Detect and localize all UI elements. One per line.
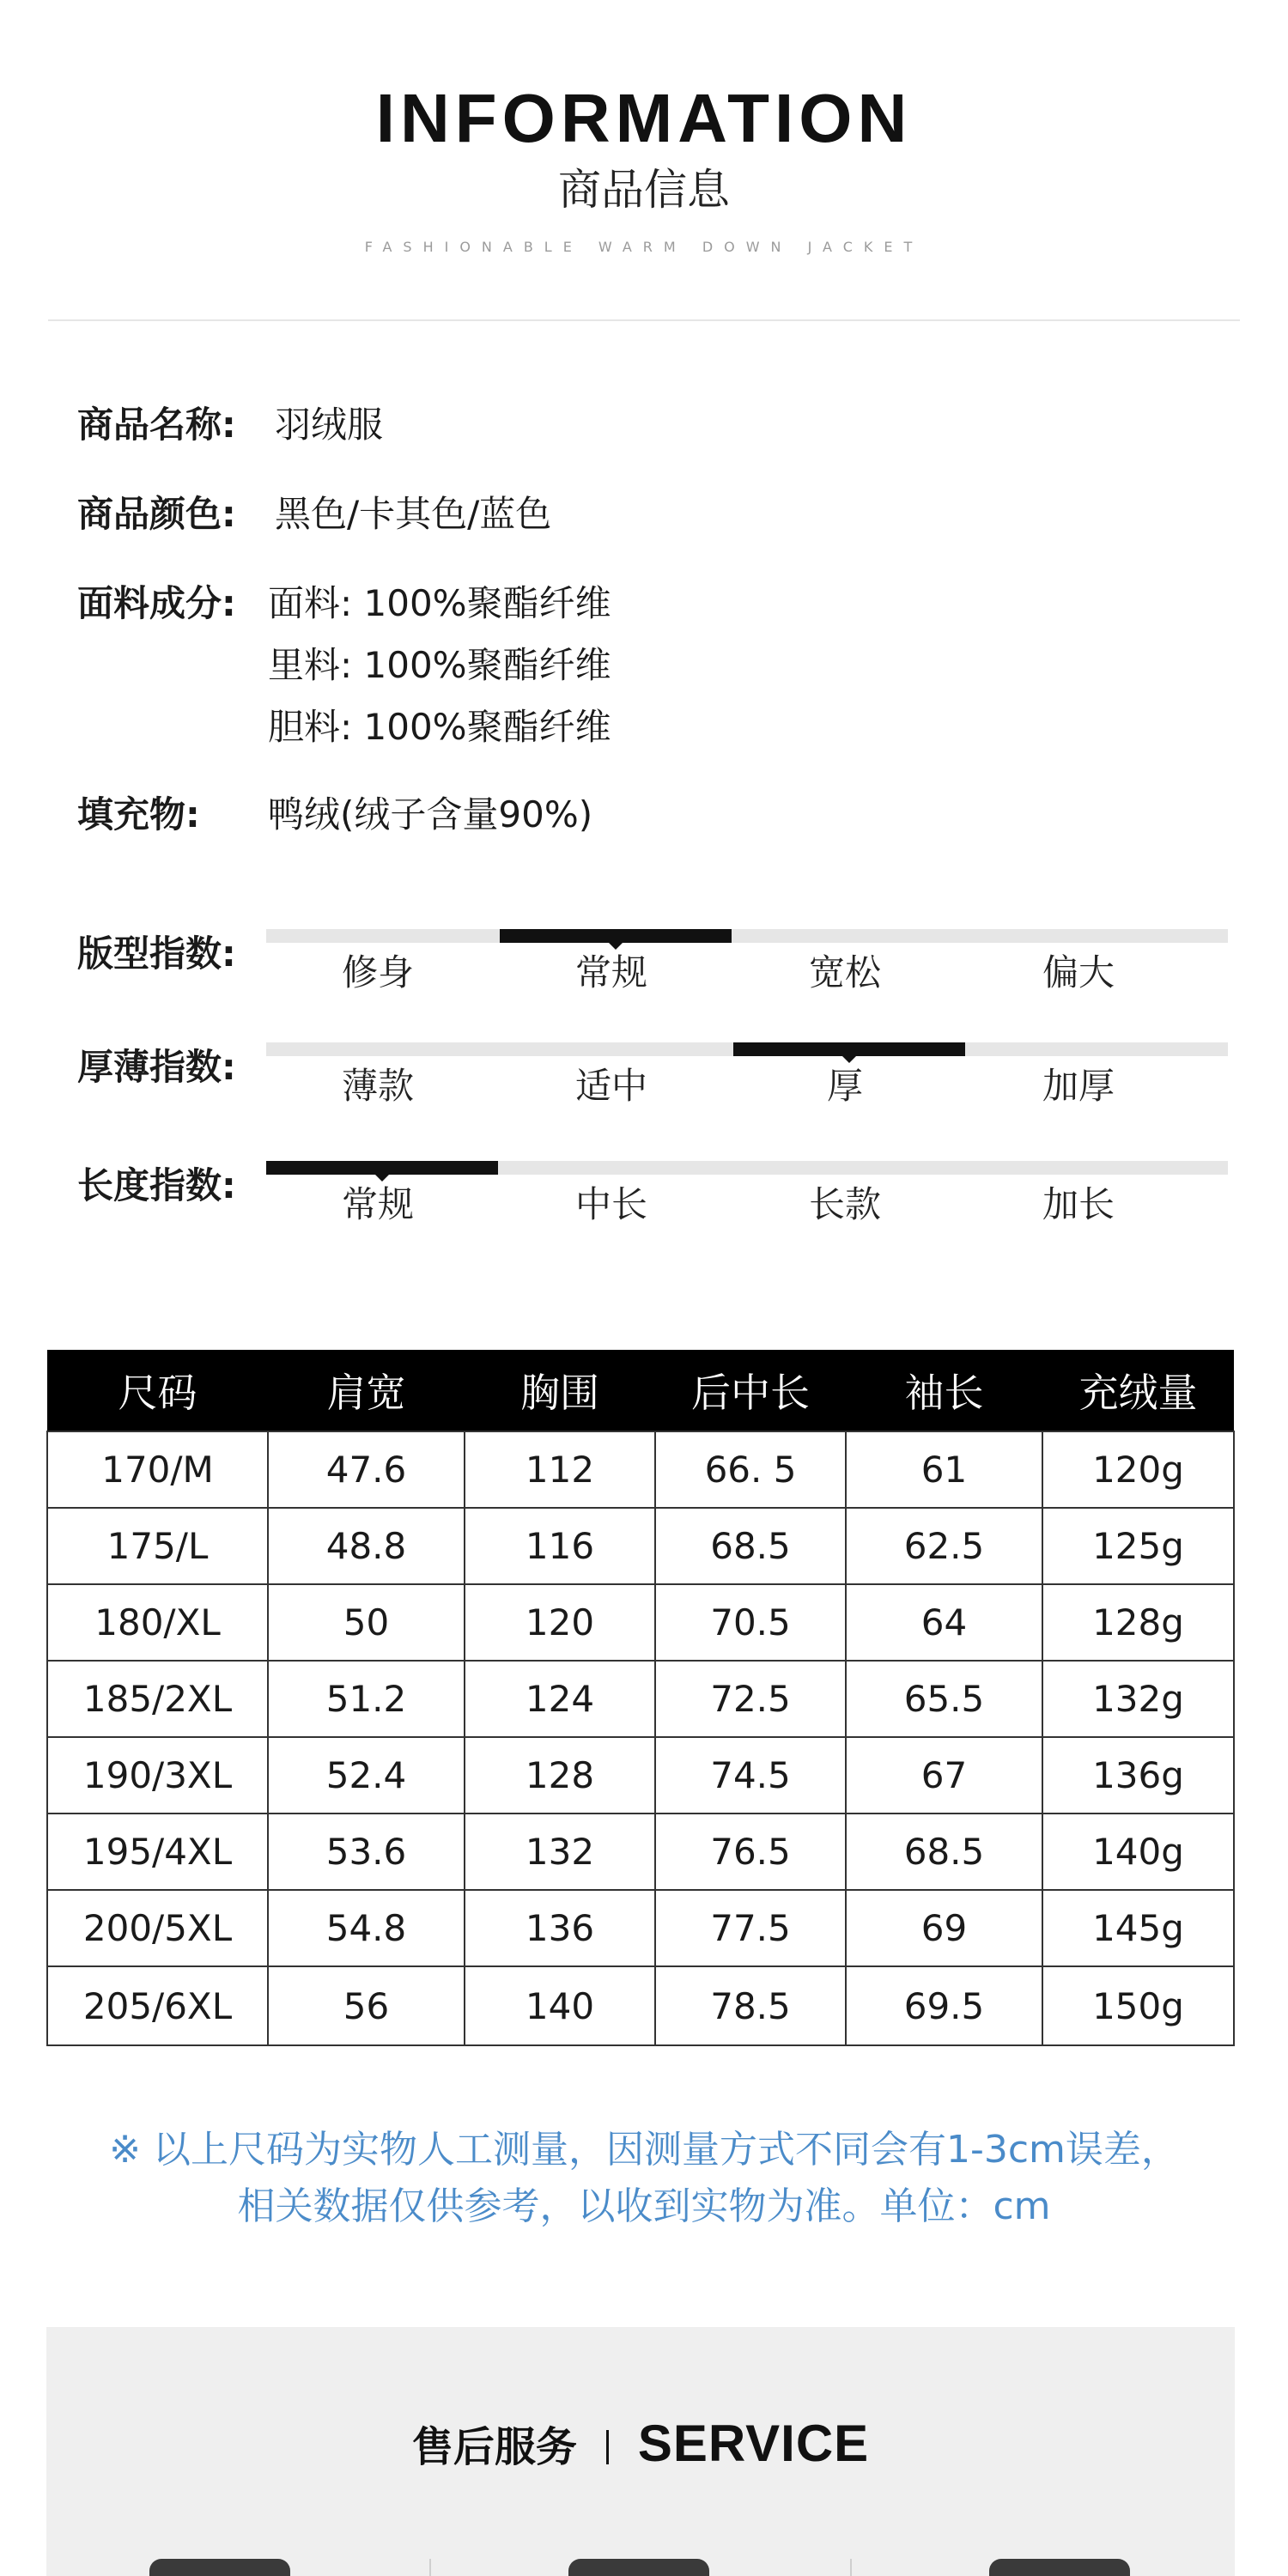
table-cell: 47.6: [268, 1431, 465, 1508]
service-section: [46, 2327, 1235, 2576]
table-cell: 120: [465, 1584, 655, 1661]
table-cell: 145g: [1042, 1890, 1234, 1966]
table-cell: 68.5: [846, 1814, 1042, 1890]
table-cell: 65.5: [846, 1661, 1042, 1737]
length-option: 中长: [574, 1183, 647, 1225]
filling-label: 填充物:: [77, 793, 200, 835]
service-divider: [850, 2559, 852, 2576]
table-cell: 170/M: [47, 1431, 268, 1508]
thickness-option: 加厚: [1042, 1065, 1115, 1107]
table-cell: 54.8: [268, 1890, 465, 1966]
table-cell: 76.5: [655, 1814, 846, 1890]
table-cell: 112: [465, 1431, 655, 1508]
table-cell: 61: [846, 1431, 1042, 1508]
fit-option: 常规: [574, 951, 647, 993]
table-cell: 53.6: [268, 1814, 465, 1890]
table-cell: 128g: [1042, 1584, 1234, 1661]
table-cell: 136: [465, 1890, 655, 1966]
length-option: 长款: [808, 1183, 881, 1225]
table-cell: 77.5: [655, 1890, 846, 1966]
product-color-label: 商品颜色:: [77, 493, 236, 535]
page-subtitle: 商品信息: [558, 165, 730, 215]
thickness-option: 适中: [574, 1065, 647, 1107]
table-cell: 74.5: [655, 1737, 846, 1814]
table-cell: 132: [465, 1814, 655, 1890]
size-table: [46, 1350, 1235, 2046]
table-row: [47, 1508, 1234, 1584]
table-cell: 120g: [1042, 1431, 1234, 1508]
page-title: INFORMATION: [375, 80, 913, 156]
table-cell: 72.5: [655, 1661, 846, 1737]
thickness-index-track: [266, 1042, 1228, 1056]
table-cell: 200/5XL: [47, 1890, 268, 1966]
service-icon: [568, 2559, 709, 2576]
fabric-line-2: 里料: 100%聚酯纤维: [268, 644, 611, 686]
table-cell: 150g: [1042, 1966, 1234, 2045]
service-title-en: SERVICE: [637, 2415, 870, 2472]
table-cell: 51.2: [268, 1661, 465, 1737]
table-row: [47, 1966, 1234, 2045]
fabric-line-1: 面料: 100%聚酯纤维: [268, 582, 611, 624]
table-cell: 69: [846, 1890, 1042, 1966]
table-row: [47, 1814, 1234, 1890]
thickness-index-marker: [733, 1042, 965, 1056]
service-title-cn: 售后服务: [411, 2423, 577, 2471]
thickness-index-label: 厚薄指数:: [77, 1046, 236, 1088]
size-table-header: [47, 1350, 1234, 1431]
measurement-note-line-2: 相关数据仅供参考，以收到实物为准。单位：cm: [237, 2184, 1051, 2228]
product-name-label: 商品名称:: [77, 404, 236, 446]
table-cell: 62.5: [846, 1508, 1042, 1584]
page-tagline: FASHIONABLE WARM DOWN JACKET: [364, 239, 924, 255]
length-index-track: [266, 1161, 1228, 1175]
fit-index-label: 版型指数:: [77, 933, 236, 975]
fit-index-track: [266, 929, 1228, 943]
table-cell: 78.5: [655, 1966, 846, 2045]
service-title: [46, 2415, 1235, 2472]
header-shoulder: 肩宽: [268, 1350, 465, 1431]
table-cell: 205/6XL: [47, 1966, 268, 2045]
header-size: 尺码: [47, 1350, 268, 1431]
length-option: 加长: [1042, 1183, 1115, 1225]
fit-index-marker: [500, 929, 732, 943]
table-cell: 64: [846, 1584, 1042, 1661]
table-cell: 70.5: [655, 1584, 846, 1661]
service-icon: [149, 2559, 290, 2576]
table-cell: 69.5: [846, 1966, 1042, 2045]
product-color-value: 黑色/卡其色/蓝色: [275, 493, 552, 535]
fabric-line-3: 胆料: 100%聚酯纤维: [268, 706, 611, 748]
table-cell: 68.5: [655, 1508, 846, 1584]
table-cell: 175/L: [47, 1508, 268, 1584]
length-index-label: 长度指数:: [77, 1164, 236, 1206]
measurement-note-line-1: ※ 以上尺码为实物人工测量，因测量方式不同会有1-3cm误差，: [109, 2128, 1179, 2172]
length-index-marker: [266, 1161, 498, 1175]
fit-option: 偏大: [1042, 951, 1115, 993]
thickness-option: 薄款: [341, 1065, 414, 1107]
table-cell: 125g: [1042, 1508, 1234, 1584]
table-cell: 185/2XL: [47, 1661, 268, 1737]
table-row: [47, 1661, 1234, 1737]
table-cell: 132g: [1042, 1661, 1234, 1737]
header-back-length: 后中长: [655, 1350, 846, 1431]
table-cell: 56: [268, 1966, 465, 2045]
product-name-value: 羽绒服: [275, 404, 384, 446]
filling-value: 鸭绒(绒子含量90%): [268, 793, 593, 835]
service-divider: [429, 2559, 431, 2576]
table-cell: 136g: [1042, 1737, 1234, 1814]
thickness-option: 厚: [826, 1065, 863, 1107]
table-cell: 195/4XL: [47, 1814, 268, 1890]
table-cell: 140g: [1042, 1814, 1234, 1890]
fit-option: 宽松: [808, 951, 881, 993]
table-cell: 50: [268, 1584, 465, 1661]
table-row: [47, 1890, 1234, 1966]
table-cell: 48.8: [268, 1508, 465, 1584]
table-row: [47, 1737, 1234, 1814]
table-cell: 52.4: [268, 1737, 465, 1814]
table-cell: 128: [465, 1737, 655, 1814]
fabric-label: 面料成分:: [77, 582, 236, 624]
fit-option: 修身: [341, 951, 414, 993]
table-cell: 180/XL: [47, 1584, 268, 1661]
header-sleeve: 袖长: [846, 1350, 1042, 1431]
table-cell: 190/3XL: [47, 1737, 268, 1814]
header-down-fill: 充绒量: [1042, 1350, 1234, 1431]
table-cell: 66. 5: [655, 1431, 846, 1508]
table-cell: 116: [465, 1508, 655, 1584]
table-row: [47, 1584, 1234, 1661]
table-cell: 124: [465, 1661, 655, 1737]
header-divider: [48, 319, 1240, 321]
title-separator: [606, 2430, 609, 2464]
length-option: 常规: [341, 1183, 414, 1225]
service-icon: [989, 2559, 1130, 2576]
table-cell: 67: [846, 1737, 1042, 1814]
table-cell: 140: [465, 1966, 655, 2045]
table-row: [47, 1431, 1234, 1508]
header-chest: 胸围: [465, 1350, 655, 1431]
